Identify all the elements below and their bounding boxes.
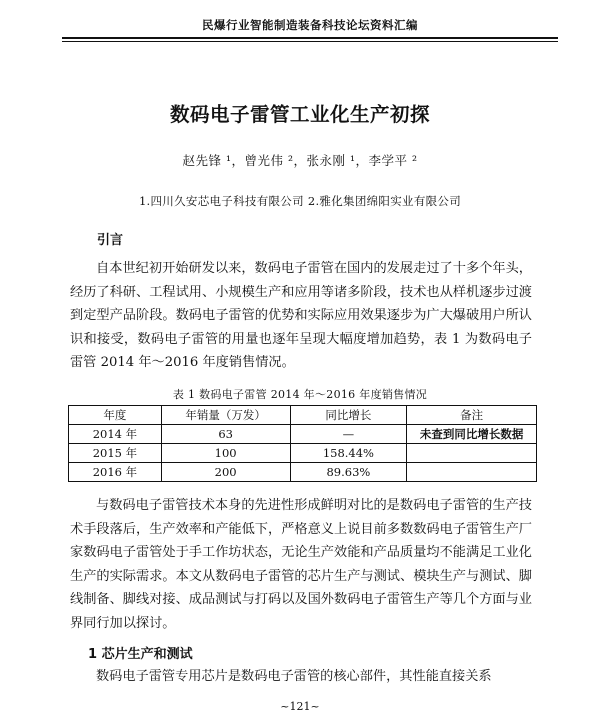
table-cell-sales: 200: [161, 463, 290, 482]
table-row: [69, 425, 537, 444]
sales-table: [68, 405, 537, 482]
table-cell-growth: 89.63%: [290, 463, 407, 482]
paper-title: 数码电子雷管工业化生产初探: [169, 103, 430, 126]
table-row: [69, 463, 537, 482]
intro-paragraph: 自本世纪初开始研发以来，数码电子雷管在国内的发展走过了十多个年头，经历了科研、工程试用、小规模生产和应用等诸多阶段，技术也从样机逐步过渡到定型产品阶段。数码电子雷管的优势和实际应用效果逐步为广大爆破用户所认识和接受，数码电子雷管的用量也逐年呈现大幅度增加趋势，表 1 为数码电子雷管 2014 年～2016 年度销售情况。: [70, 261, 532, 370]
table-cell-year: 2016 年: [69, 463, 162, 482]
table-cell-note: [407, 463, 537, 482]
table-cell-growth: —: [290, 425, 407, 444]
table-cell-note: 未查到同比增长数据: [407, 425, 537, 444]
table-row: [69, 444, 537, 463]
table-header-cell: 备注: [407, 406, 537, 425]
table-cell-sales: 100: [161, 444, 290, 463]
header-rule-thick: [62, 37, 558, 39]
table-cell-note: [407, 444, 537, 463]
table-header-cell: 年度: [69, 406, 162, 425]
table-cell-growth: 158.44%: [290, 444, 407, 463]
table-header-row: [69, 406, 537, 425]
table-cell-sales: 63: [161, 425, 290, 444]
header-rule-thin: [62, 41, 558, 42]
table-header-cell: 年销量（万发）: [161, 406, 290, 425]
author-list: 赵先锋 ¹，曾光伟 ²，张永刚 ¹，李学平 ²: [182, 153, 418, 168]
section-1-heading: 1 芯片生产和测试: [88, 647, 193, 662]
table-cell-year: 2015 年: [69, 444, 162, 463]
page-number: ~121~: [280, 700, 320, 713]
body-paragraph: 与数码电子雷管技术本身的先进性形成鲜明对比的是数码电子雷管的生产技术手段落后，生产效率和产能低下，严格意义上说目前多数数码电子雷管生产厂家数码电子雷管处于手工作坊状态，无论生产效能和产品质量均不能满足工业化生产的实际需求。本文从数码电子雷管的芯片生产与测试、模块生产与测试、脚线制备、脚线对接、成品测试与打码以及国外数码电子雷管生产等几个方面与业界同行加以探讨。: [70, 498, 532, 631]
affiliations: 1.四川久安芯电子科技有限公司 2.雅化集团绵阳实业有限公司: [138, 194, 462, 208]
running-header: 民爆行业智能制造装备科技论坛资料汇编: [202, 18, 418, 32]
section-1-paragraph: 数码电子雷管专用芯片是数码电子雷管的核心部件，其性能直接关系: [96, 669, 492, 684]
table-cell-year: 2014 年: [69, 425, 162, 444]
table-caption: 表 1 数码电子雷管 2014 年～2016 年度销售情况: [172, 388, 428, 401]
table-header-cell: 同比增长: [290, 406, 407, 425]
intro-heading: 引言: [97, 233, 124, 248]
